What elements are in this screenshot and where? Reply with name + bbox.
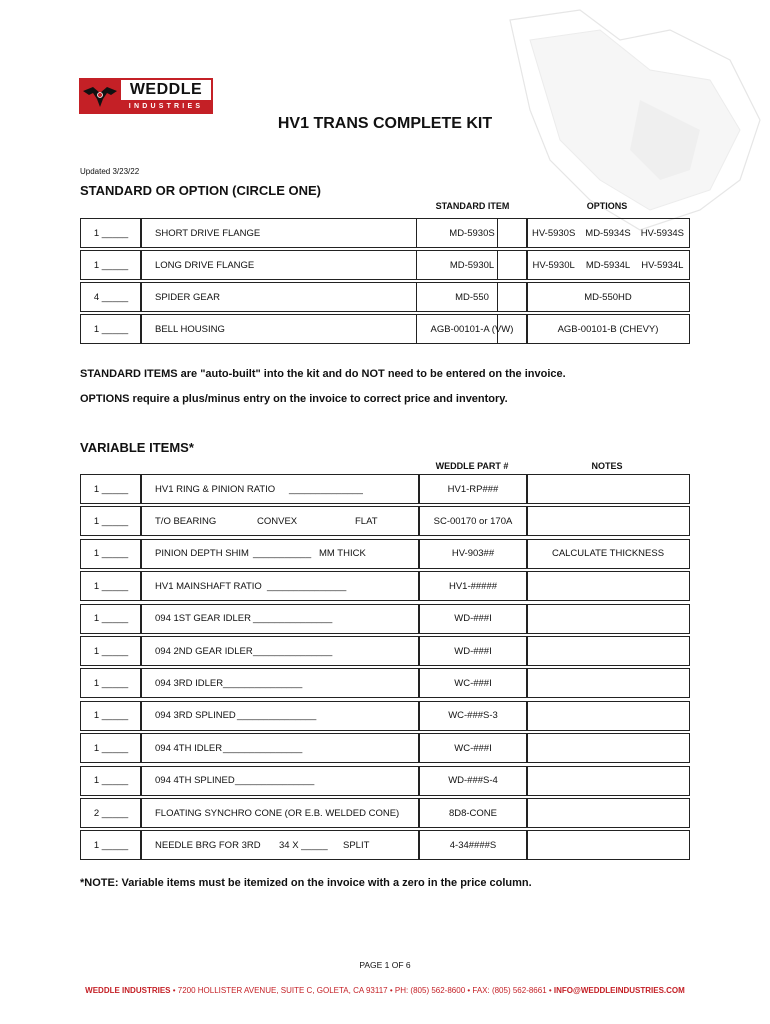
options-list — [527, 260, 689, 271]
weddle-part-cell — [418, 668, 528, 698]
description-extra: _______________ — [253, 645, 333, 657]
weddle-part-value: WD-###I — [454, 645, 492, 657]
notes-cell — [526, 506, 690, 536]
variable-items-note: *NOTE: Variable items must be itemized on the invoice with a zero in the price column. — [80, 877, 532, 889]
standard-section-heading: STANDARD OR OPTION (CIRCLE ONE) — [80, 183, 321, 198]
description-text: 094 3RD SPLINED — [155, 710, 236, 722]
qty-value: 1 _____ — [93, 839, 129, 851]
description-text: FLOATING SYNCHRO CONE (OR E.B. WELDED CONE) — [155, 807, 400, 819]
qty-value: 1 _____ — [93, 259, 129, 271]
footer-address: • 7200 HOLLISTER AVENUE, SUITE C, GOLETA, CA 93117 • PH: (805) 562-8600 • FAX: (805) 562-8661 • — [170, 986, 554, 995]
standard-row — [80, 250, 690, 280]
qty-value: 1 _____ — [93, 645, 129, 657]
weddle-part-value: HV1-##### — [448, 580, 498, 592]
description-cell — [140, 539, 420, 569]
qty-cell — [80, 474, 142, 504]
description-extra: _______________ — [223, 677, 303, 689]
description-cell — [140, 474, 420, 504]
qty-cell — [80, 604, 142, 634]
weddle-part-cell — [418, 733, 528, 763]
description-extra: MM THICK — [319, 548, 366, 560]
variable-row — [80, 571, 690, 601]
notes-cell — [526, 830, 690, 860]
options-note: OPTIONS require a plus/minus entry on the invoice to correct price and inventory. — [80, 393, 508, 405]
option-value: MD-5934L — [585, 259, 631, 271]
description-text: NEEDLE BRG FOR 3RD — [155, 839, 261, 851]
description-text: 094 3RD IDLER — [155, 677, 224, 689]
description-cell — [140, 636, 420, 666]
description-text: 094 4TH SPLINED — [155, 775, 235, 787]
notes-cell — [526, 733, 690, 763]
qty-value: 1 _____ — [93, 580, 129, 592]
weddle-part-cell — [418, 798, 528, 828]
option-value: HV-5930S — [531, 227, 576, 239]
options-cell — [526, 218, 690, 248]
qty-value: 2 _____ — [93, 807, 129, 819]
description-cell — [140, 733, 420, 763]
qty-cell — [80, 798, 142, 828]
description-text: HV1 MAINSHAFT RATIO — [155, 580, 262, 592]
qty-cell — [80, 668, 142, 698]
qty-cell — [80, 218, 142, 248]
description-text: LONG DRIVE FLANGE — [155, 259, 255, 271]
weddle-part-value: HV1-RP### — [447, 483, 499, 495]
qty-cell — [80, 571, 142, 601]
variable-row — [80, 506, 690, 536]
variable-row — [80, 604, 690, 634]
weddle-part-cell — [418, 636, 528, 666]
notes-cell — [526, 539, 690, 569]
options-cell — [526, 250, 690, 280]
description-cell — [140, 798, 420, 828]
notes-cell — [526, 604, 690, 634]
qty-value: 1 _____ — [93, 227, 129, 239]
option-value: MD-550HD — [584, 291, 632, 303]
standard-item-cell — [416, 282, 528, 312]
description-extra: _______________ — [253, 613, 333, 625]
option-value: HV-5934S — [640, 227, 684, 239]
weddle-part-cell — [418, 701, 528, 731]
options-list — [527, 292, 689, 303]
qty-value: 1 _____ — [93, 613, 129, 625]
qty-value: 1 _____ — [93, 323, 129, 335]
standard-row — [80, 282, 690, 312]
standard-row — [80, 218, 690, 248]
qty-cell — [80, 250, 142, 280]
weddle-part-cell — [418, 571, 528, 601]
weddle-part-value: WC-###S-3 — [448, 710, 498, 722]
variable-row — [80, 830, 690, 860]
description-text: SPIDER GEAR — [155, 291, 220, 303]
description-text: BELL HOUSING — [155, 323, 225, 335]
weddle-part-value: WC-###I — [454, 677, 492, 689]
description-text: HV1 RING & PINION RATIO — [155, 483, 276, 495]
weddle-part-cell — [418, 539, 528, 569]
weddle-part-column-header: WEDDLE PART # — [435, 461, 509, 471]
qty-cell — [80, 766, 142, 796]
description-cell — [140, 668, 420, 698]
qty-value: 1 _____ — [93, 483, 129, 495]
description-cell — [140, 506, 420, 536]
weddle-part-value: SC-00170 or 170A — [433, 515, 513, 527]
footer-contact — [0, 986, 770, 995]
description-cell — [140, 701, 420, 731]
notes-cell — [526, 636, 690, 666]
eagle-emblem-icon — [81, 81, 119, 111]
variable-row — [80, 668, 690, 698]
options-list — [527, 228, 689, 239]
weddle-part-value: WC-###I — [454, 742, 492, 754]
notes-column-header: NOTES — [591, 461, 623, 471]
weddle-part-cell — [418, 474, 528, 504]
qty-cell — [80, 506, 142, 536]
variable-row — [80, 539, 690, 569]
description-extra: _______________ — [237, 710, 317, 722]
qty-cell — [80, 636, 142, 666]
weddle-part-cell — [418, 830, 528, 860]
logo-subtitle: INDUSTRIES — [128, 103, 204, 110]
notes-cell — [526, 571, 690, 601]
description-extra: SPLIT — [343, 839, 370, 851]
standard-item-cell — [416, 218, 528, 248]
weddle-part-value: 4-34####S — [449, 839, 497, 851]
description-cell — [140, 830, 420, 860]
qty-value: 1 _____ — [93, 710, 129, 722]
page-title: HV1 TRANS COMPLETE KIT — [277, 115, 493, 132]
description-extra: 34 X _____ — [279, 839, 328, 851]
description-extra: CONVEX — [257, 515, 298, 527]
description-cell — [140, 571, 420, 601]
qty-value: 1 _____ — [93, 677, 129, 689]
weddle-part-value: WD-###S-4 — [448, 775, 498, 787]
standard-items-note: STANDARD ITEMS are "auto-built" into the kit and do NOT need to be entered on the invoice. — [80, 368, 566, 380]
standard-item-value: MD-550 — [455, 291, 489, 303]
description-text: SHORT DRIVE FLANGE — [155, 227, 261, 239]
standard-item-value: AGB-00101-A (VW) — [430, 323, 514, 335]
weddle-part-cell — [418, 604, 528, 634]
standard-item-cell — [416, 314, 528, 344]
description-extra: ___________ — [253, 548, 312, 560]
notes-cell — [526, 474, 690, 504]
qty-cell — [80, 539, 142, 569]
qty-cell — [80, 733, 142, 763]
options-list — [527, 324, 689, 335]
description-text: 094 2ND GEAR IDLER — [155, 645, 253, 657]
standard-item-value: MD-5930L — [449, 259, 495, 271]
notes-value: CALCULATE THICKNESS — [551, 548, 665, 560]
weddle-part-value: WD-###I — [454, 613, 492, 625]
option-value: HV-5930L — [532, 259, 575, 271]
standard-item-value: MD-5930S — [449, 227, 495, 239]
qty-value: 1 _____ — [93, 775, 129, 787]
description-cell — [140, 604, 420, 634]
footer-company: WEDDLE INDUSTRIES — [85, 986, 171, 995]
option-value: MD-5934S — [585, 227, 631, 239]
description-extra: _______________ — [267, 580, 347, 592]
description-cell — [140, 766, 420, 796]
option-value: AGB-00101-B (CHEVY) — [557, 323, 659, 335]
description-text: 094 1ST GEAR IDLER — [155, 613, 251, 625]
qty-cell — [80, 282, 142, 312]
description-extra: _______________ — [235, 775, 315, 787]
qty-cell — [80, 314, 142, 344]
description-text: PINION DEPTH SHIM — [155, 548, 249, 560]
variable-row — [80, 733, 690, 763]
options-cell — [526, 314, 690, 344]
page-number: PAGE 1 OF 6 — [359, 960, 411, 970]
weddle-part-value: 8D8-CONE — [448, 807, 498, 819]
qty-value: 1 _____ — [93, 742, 129, 754]
weddle-logo — [79, 78, 213, 114]
qty-cell — [80, 701, 142, 731]
notes-cell — [526, 766, 690, 796]
description-extra: FLAT — [355, 515, 378, 527]
description-text: 094 4TH IDLER — [155, 742, 223, 754]
updated-date: Updated 3/23/22 — [80, 167, 140, 176]
weddle-part-cell — [418, 506, 528, 536]
qty-cell — [80, 830, 142, 860]
footer-email: INFO@WEDDLEINDUSTRIES.COM — [553, 986, 685, 995]
qty-value: 1 _____ — [93, 548, 129, 560]
option-value: HV-5934L — [641, 259, 684, 271]
logo-wordmark: WEDDLE — [121, 80, 211, 100]
variable-row — [80, 798, 690, 828]
description-text: T/O BEARING — [155, 515, 217, 527]
qty-value: 1 _____ — [93, 515, 129, 527]
variable-section-heading: VARIABLE ITEMS* — [80, 440, 194, 455]
weddle-part-value: HV-903## — [451, 548, 495, 560]
notes-cell — [526, 668, 690, 698]
notes-cell — [526, 701, 690, 731]
variable-row — [80, 636, 690, 666]
variable-row — [80, 766, 690, 796]
variable-row — [80, 701, 690, 731]
description-extra: _______________ — [223, 742, 303, 754]
qty-value: 4 _____ — [93, 291, 129, 303]
variable-row — [80, 474, 690, 504]
options-cell — [526, 282, 690, 312]
weddle-part-cell — [418, 766, 528, 796]
description-extra: ______________ — [289, 483, 363, 495]
standard-row — [80, 314, 690, 344]
standard-item-cell — [416, 250, 528, 280]
notes-cell — [526, 798, 690, 828]
options-column-header: OPTIONS — [586, 201, 628, 211]
standard-item-column-header: STANDARD ITEM — [435, 201, 510, 211]
